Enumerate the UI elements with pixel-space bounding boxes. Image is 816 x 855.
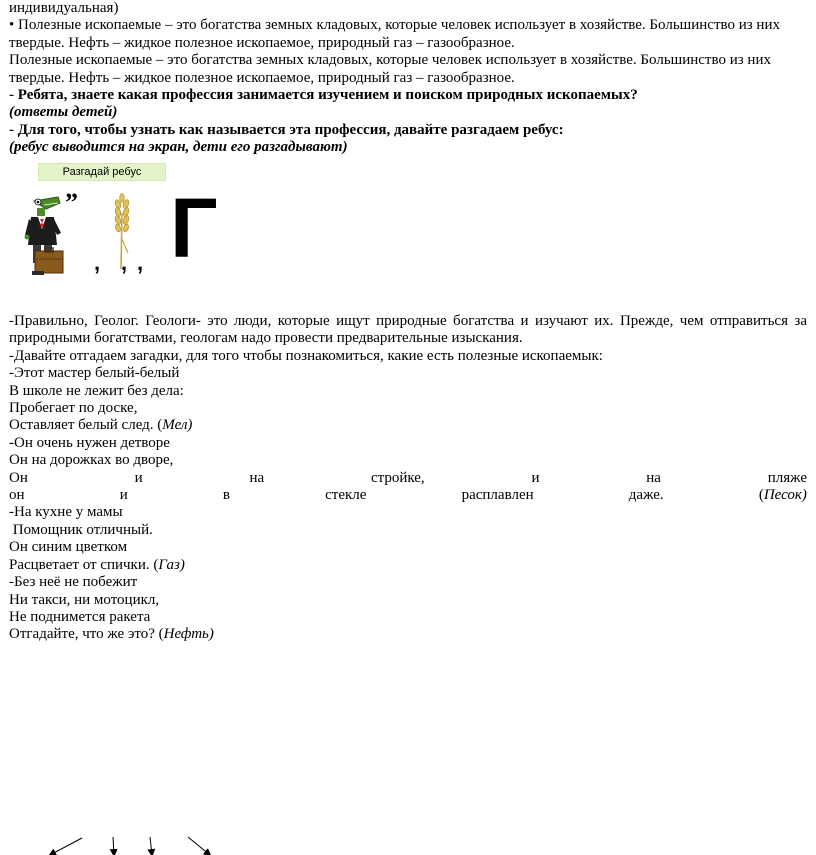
crocodile-icon — [24, 193, 68, 275]
riddle-line: -Этот мастер белый-белый — [9, 365, 180, 382]
word: Он — [9, 469, 28, 486]
riddle-line: Ни такси, ни мотоцикл, — [9, 591, 160, 608]
riddle-line: Пробегает по доске, — [9, 400, 138, 417]
word: пляже — [767, 469, 807, 486]
text-line: твердые. Нефть – жидкое полезное ископаемое, природный газ – газообразное. — [9, 34, 515, 51]
quote-mark: ” — [65, 188, 78, 217]
word: на — [249, 469, 265, 486]
riddle-answer: Нефть) — [163, 626, 214, 643]
word: даже. — [628, 487, 664, 504]
word: расплавлен — [461, 487, 534, 504]
note-line: (ребус выводится на экран, дети его разгадывают) — [9, 139, 348, 156]
bullet-line — [9, 17, 807, 34]
riddle-line: -На кухне у мамы — [9, 504, 123, 521]
text-line: твердые. Нефть – жидкое полезное ископаемое, природный газ – газообразное. — [9, 69, 515, 86]
riddle-line — [9, 417, 807, 434]
riddle-text: Оставляет белый след. ( — [9, 417, 163, 434]
word: и — [119, 487, 128, 504]
riddle-line: -Без неё не побежит — [9, 574, 138, 591]
riddles-section — [9, 313, 807, 644]
text-line: индивидуальная) — [9, 0, 119, 16]
arrow-right — [188, 837, 210, 855]
word: стройке, — [370, 469, 425, 486]
bullet-icon: • — [9, 17, 15, 34]
arrow-down — [113, 837, 114, 855]
riddle-line: Он синим цветком — [9, 539, 128, 556]
riddle-line: Не поднимется ракета — [9, 608, 151, 625]
word: и — [531, 469, 540, 486]
riddle-line: -Он очень нужен детворе — [9, 434, 170, 451]
word: он — [9, 487, 25, 504]
justified-line — [9, 487, 807, 504]
justified-line — [9, 470, 807, 487]
riddle-line: В школе не лежит без дела: — [9, 382, 184, 399]
text-line: Полезные ископаемые – это богатства земных кладовых, которые человек использует в хозяйстве. Большинство из них — [9, 52, 771, 69]
riddle-text: Расцветает от спички. ( — [9, 556, 159, 573]
word: в — [222, 487, 230, 504]
word: и — [134, 469, 143, 486]
riddle-line — [9, 626, 807, 643]
riddle-line: Он на дорожках во дворе, — [9, 452, 174, 469]
riddle-text: Отгадайте, что же это? ( — [9, 626, 164, 643]
paren: ( — [758, 487, 764, 504]
paragraph: -Давайте отгадаем загадки, для того чтобы познакомиться, какие есть полезные ископаемык: — [9, 347, 603, 364]
comma-mark: , — [121, 250, 128, 275]
riddle-line — [9, 557, 807, 574]
comma-mark: , — [94, 250, 101, 275]
rebus-banner: Разгадай ребус — [38, 163, 166, 181]
riddle-answer: Мел) — [162, 417, 193, 434]
riddle-answer-wrap — [759, 487, 807, 504]
rebus-letter: Г — [170, 181, 218, 275]
text-span: Полезные ископаемые – это богатства земных кладовых, которые человек использует в хозяйстве. Большинство из них — [14, 17, 780, 34]
paragraph: -Правильно, Геолог. Геологи- это люди, которые ищут природные богатства и изучают их. Прежде, чем отправиться за природными богатствами, геологам надо провести предварительные изыскания. — [9, 313, 807, 347]
comma-mark: , — [137, 250, 144, 275]
diagram-arrows — [0, 830, 816, 855]
question-line: - Ребята, знаете какая профессия занимается изучением и поиском природных ископаемых? — [9, 87, 638, 104]
instruction-line: - Для того, чтобы узнать как называется эта профессия, давайте разгадаем ребус: — [9, 121, 564, 138]
word: стекле — [325, 487, 367, 504]
word: на — [646, 469, 661, 486]
arrow-left — [50, 838, 82, 855]
document-body — [9, 0, 807, 157]
arrow-down — [150, 837, 152, 855]
riddle-line: Помощник отличный. — [9, 521, 153, 538]
riddle-answer: Песок) — [763, 487, 807, 504]
riddle-answer: Газ) — [158, 556, 185, 573]
note-line: (ответы детей) — [9, 104, 118, 121]
